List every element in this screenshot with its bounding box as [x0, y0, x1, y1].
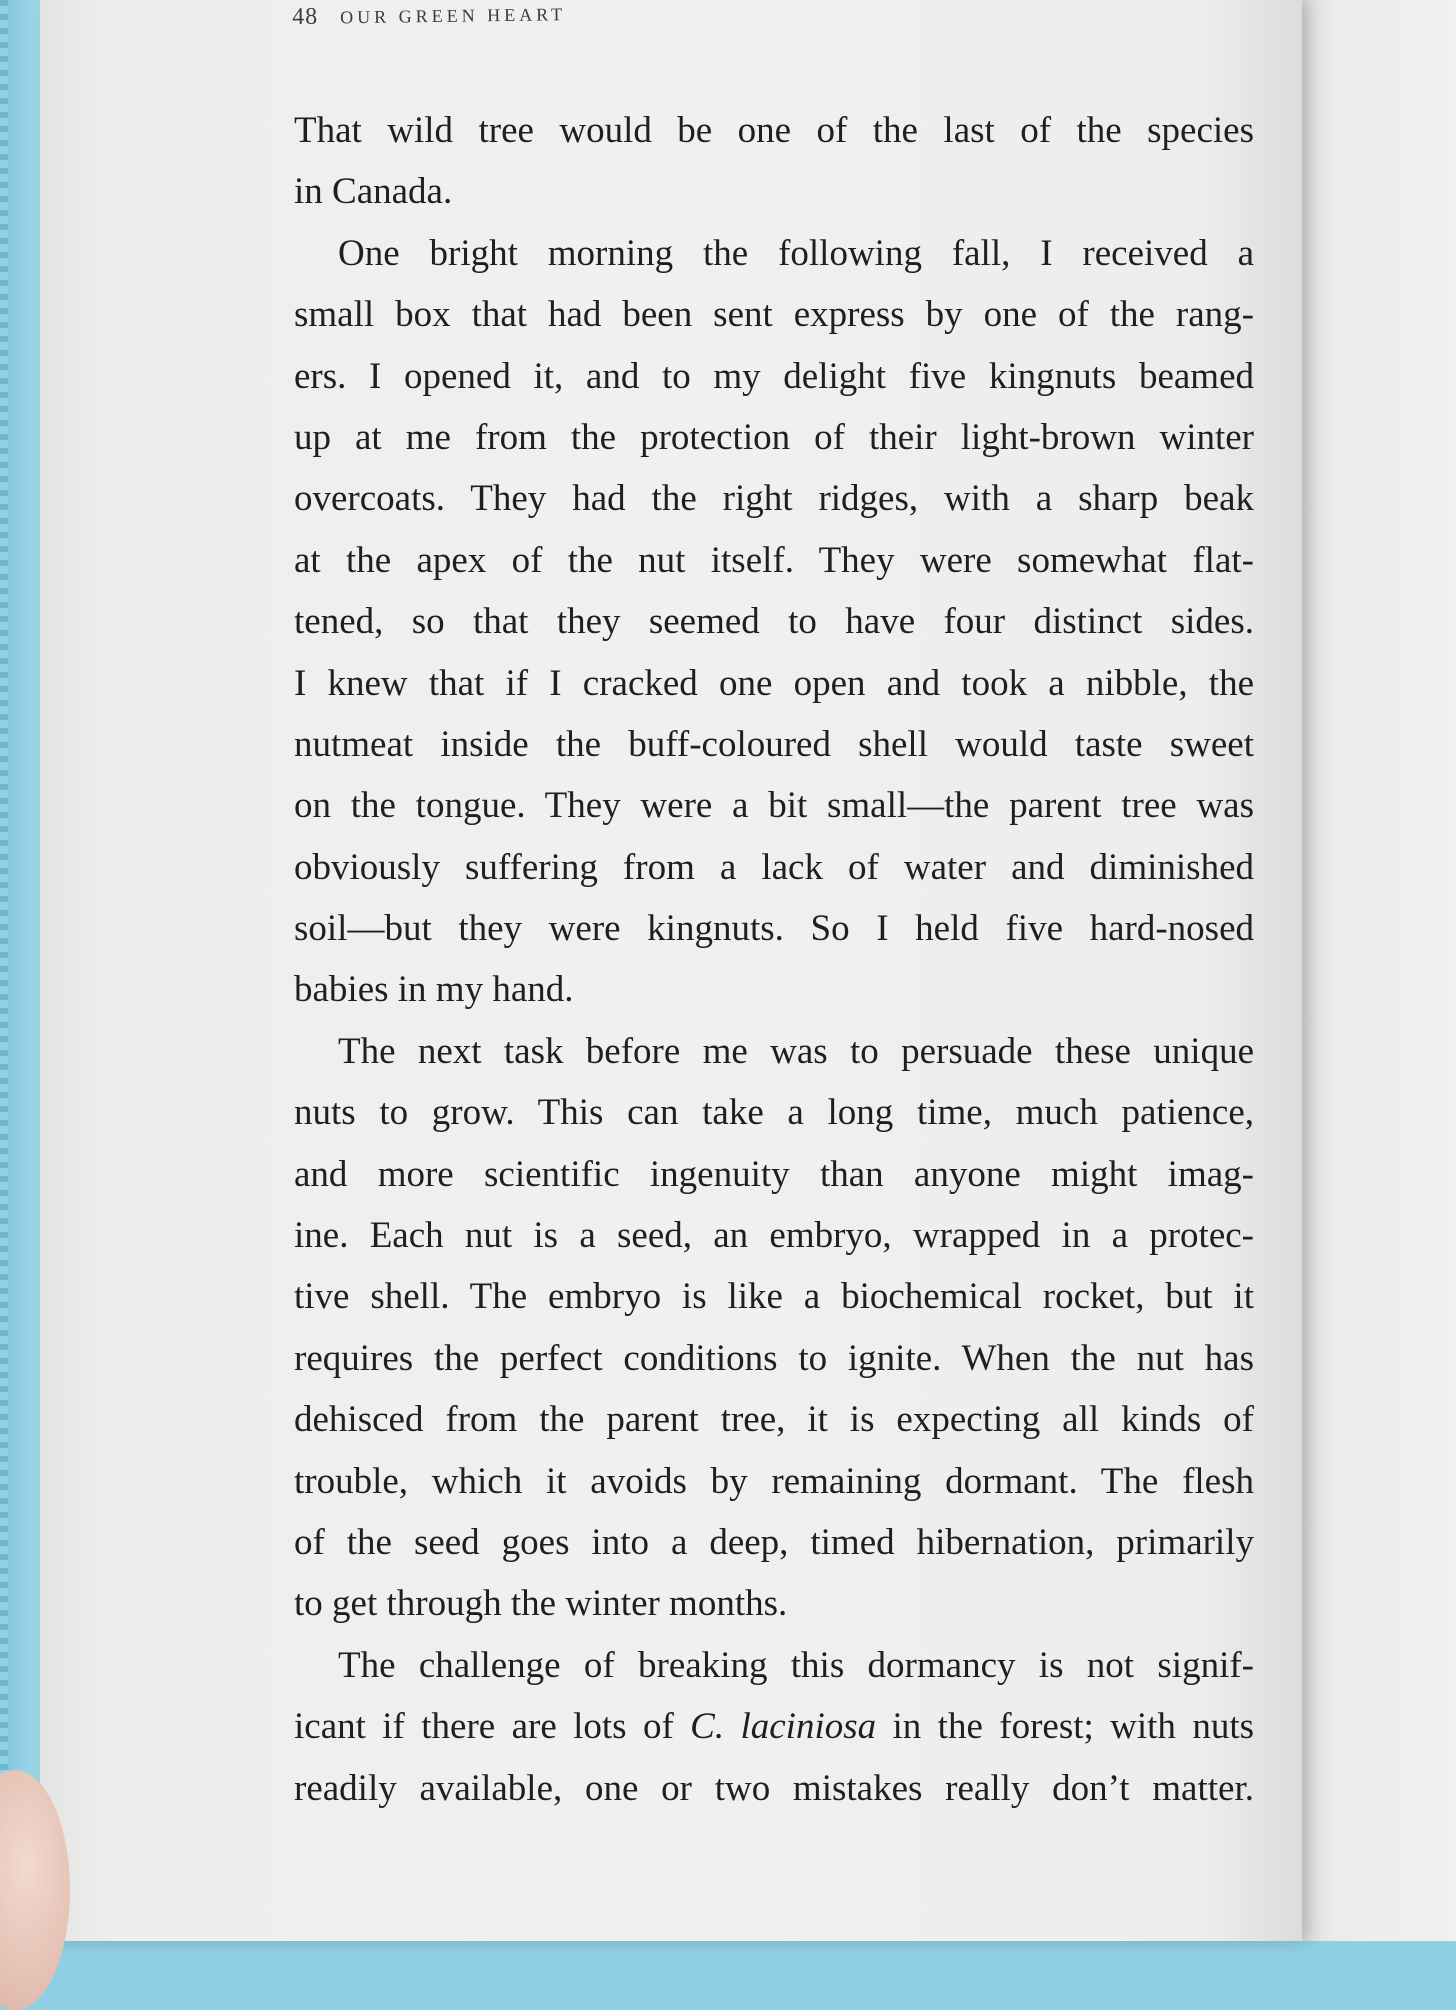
text-line: The challenge of breaking this dormancy is not signif-	[338, 1644, 1254, 1686]
text-line: babies in my hand.	[294, 969, 574, 1011]
text-line: obviously suffering from a lack of water and diminished	[294, 846, 1254, 888]
text-line: nutmeat inside the buff-coloured shell would taste sweet	[294, 723, 1254, 765]
text-line: requires the perfect conditions to ignite. When the nut has	[294, 1337, 1254, 1379]
text-line	[294, 1696, 1254, 1757]
text-line: and more scientific ingenuity than anyone might imag-	[294, 1153, 1254, 1195]
body-text	[294, 100, 1254, 1819]
text-line: trouble, which it avoids by remaining dormant. The flesh	[294, 1460, 1254, 1502]
text-line: readily available, one or two mistakes really don’t matter.	[294, 1767, 1254, 1809]
text-line: The next task before me was to persuade these unique	[338, 1030, 1254, 1072]
running-title: OUR GREEN HEART	[340, 4, 567, 28]
text-line: in Canada.	[294, 171, 453, 213]
text-line: tive shell. The embryo is like a biochemical rocket, but it	[294, 1276, 1254, 1318]
text-line: at the apex of the nut itself. They were somewhat flat-	[294, 539, 1254, 581]
book-page	[40, 0, 1302, 1941]
text-line: I knew that if I cracked one open and took a nibble, the	[294, 662, 1254, 704]
text-line: dehisced from the parent tree, it is expecting all kinds of	[294, 1399, 1254, 1441]
text-line: tened, so that they seemed to have four distinct sides.	[294, 601, 1254, 643]
text-fragment: icant if there are lots of	[294, 1706, 691, 1748]
text-line: nuts to grow. This can take a long time, much patience,	[294, 1092, 1254, 1134]
text-line: to get through the winter months.	[294, 1583, 788, 1625]
text-line: small box that had been sent express by one of the rang-	[294, 294, 1254, 336]
text-line: up at me from the protection of their light-brown winter	[294, 416, 1254, 458]
page-number: 48	[292, 3, 319, 30]
species-name: C. laciniosa	[690, 1706, 877, 1748]
text-line: One bright morning the following fall, I received a	[338, 232, 1254, 274]
text-line: That wild tree would be one of the last of the species	[294, 110, 1254, 151]
text-line: soil—but they were kingnuts. So I held five hard-nosed	[294, 908, 1254, 950]
adjacent-page	[1296, 0, 1456, 1941]
running-header	[292, 0, 566, 31]
text-fragment: in the forest; with nuts	[876, 1706, 1254, 1748]
text-line: ers. I opened it, and to my delight five kingnuts beamed	[294, 355, 1254, 397]
book-cover-ridge	[0, 0, 8, 1941]
text-line: of the seed goes into a deep, timed hibernation, primarily	[294, 1521, 1254, 1563]
text-line: overcoats. They had the right ridges, with a sharp beak	[294, 478, 1254, 520]
text-line: on the tongue. They were a bit small—the parent tree was	[294, 785, 1254, 827]
text-line: ine. Each nut is a seed, an embryo, wrapped in a protec-	[294, 1215, 1254, 1257]
